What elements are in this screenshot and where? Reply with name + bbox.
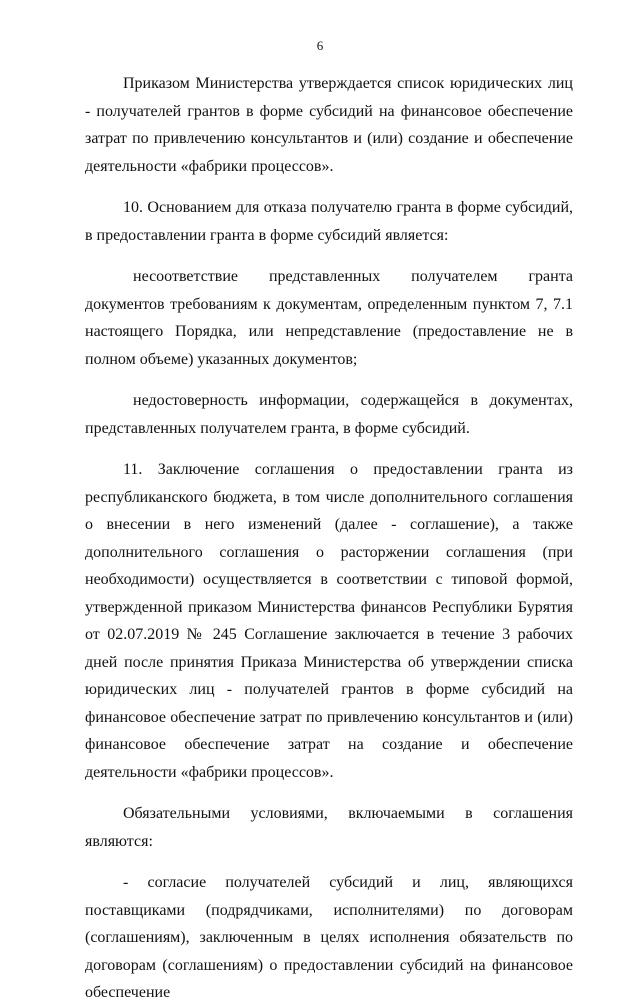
paragraph-mandatory-conditions: Обязательными условиями, включаемыми в соглашения являются: (85, 805, 573, 850)
paragraph-refusal-inaccuracy: недостоверность информации, содержащейся в документах, представленных получателем гранта, в форме субсидий. (85, 392, 573, 437)
paragraph-refusal-mismatch: несоответствие представленных получателем гранта документов требованиям к документам, определенным пунктом 7, 7.1 настоящего Порядка, или непредставление (предоставление не в полном объеме) указанных документов; (85, 268, 573, 368)
page-number: 6 (316, 38, 324, 53)
document-body (85, 70, 573, 1007)
paragraph-11-agreement: 11. Заключение соглашения о предоставлении гранта из республиканского бюджета, в том числе дополнительного соглашения о внесении в него изменений (далее - соглашение), а также дополнительного соглашения о расторжении соглашения (при необходимости) осуществляется в соответствии с типовой формой, утвержденной приказом Министерства финансов Республики Бурятия от 02.07.2019 № 245 Соглашение заключается в течение 3 рабочих дней после принятия Приказа Министерства об утверждении списка юридических лиц - получателей грантов в форме субсидий на финансовое обеспечение затрат по привлечению консультантов и (или) финансовое обеспечение затрат на создание и обеспечение деятельности «фабрики процессов». (85, 461, 573, 781)
paragraph-consent-condition: - согласие получателей субсидий и лиц, являющихся поставщиками (подрядчиками, исполнителями) по договорам (соглашениям), заключенным в целях исполнения обязательств по договорам (соглашениям) о предоставлении субсидий на финансовое обеспечение (85, 874, 573, 1001)
paragraph-10-refusal-grounds: 10. Основанием для отказа получателю гранта в форме субсидий, в предоставлении гранта в форме субсидий является: (85, 199, 573, 244)
paragraph-list-approval: Приказом Министерства утверждается список юридических лиц - получателей грантов в форме субсидий на финансовое обеспечение затрат по привлечению консультантов и (или) создание и обеспечение деятельности «фабрики процессов». (85, 75, 573, 175)
